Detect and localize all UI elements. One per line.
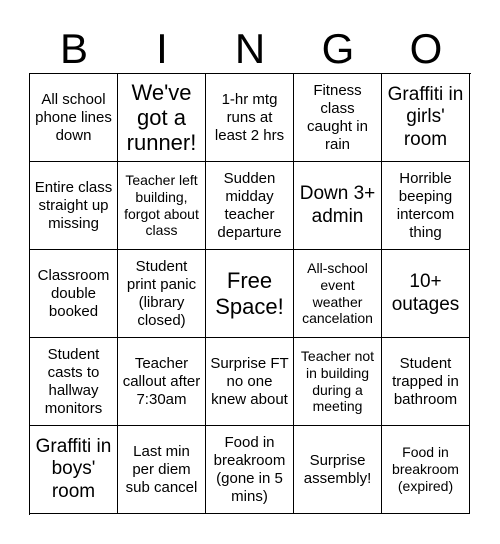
bingo-cell-r5-c2[interactable] bbox=[118, 426, 206, 514]
bingo-cell-r4-c2[interactable] bbox=[118, 338, 206, 426]
bingo-cell-r2-c3[interactable] bbox=[206, 162, 294, 250]
cell-text: Entire class straight up missing bbox=[34, 178, 113, 232]
cell-text: Student trapped in bathroom bbox=[392, 354, 459, 408]
header-letter-g: G bbox=[321, 25, 355, 72]
cell-text: All school phone lines down bbox=[35, 90, 112, 144]
header-letter-n: N bbox=[234, 25, 266, 72]
bingo-cell-r4-c4[interactable] bbox=[294, 338, 382, 426]
cell-text: Down 3+ admin bbox=[299, 183, 376, 227]
bingo-cell-r1-c3[interactable] bbox=[206, 74, 294, 162]
bingo-cell-r1-c1[interactable] bbox=[30, 74, 118, 162]
bingo-cell-r1-c2[interactable] bbox=[118, 74, 206, 162]
cell-text: Classroom double booked bbox=[37, 266, 110, 320]
cell-text: All-school event weather cancelation bbox=[302, 259, 373, 327]
cell-text: We've got a runner! bbox=[126, 79, 197, 156]
bingo-cell-r2-c2[interactable] bbox=[118, 162, 206, 250]
bingo-cell-r4-c3[interactable] bbox=[206, 338, 294, 426]
bingo-header bbox=[30, 24, 470, 74]
bingo-cell-r3-c2[interactable] bbox=[118, 250, 206, 338]
cell-text: Last min per diem sub cancel bbox=[125, 442, 198, 496]
bingo-cell-r2-c1[interactable] bbox=[30, 162, 118, 250]
cell-text: Food in breakroom (expired) bbox=[392, 444, 459, 494]
header-letter-o: O bbox=[409, 25, 443, 72]
cell-text: 1-hr mtg runs at least 2 hrs bbox=[214, 90, 285, 144]
cell-text: Surprise FT no one knew about bbox=[210, 354, 289, 408]
cell-text: Food in breakroom (gone in 5 mins) bbox=[213, 433, 286, 505]
bingo-grid bbox=[29, 73, 471, 515]
cell-text: Horrible beeping intercom thing bbox=[396, 169, 455, 241]
cell-text: Surprise assembly! bbox=[303, 451, 372, 487]
cell-text: Teacher callout after 7:30am bbox=[122, 354, 201, 408]
bingo-cell-r3-c4[interactable] bbox=[294, 250, 382, 338]
bingo-cell-r3-c5[interactable] bbox=[382, 250, 470, 338]
cell-text: Graffiti in boys' room bbox=[35, 436, 112, 502]
bingo-cell-r2-c5[interactable] bbox=[382, 162, 470, 250]
cell-text: Sudden midday teacher departure bbox=[217, 169, 282, 241]
cell-text: Student print panic (library closed) bbox=[126, 257, 197, 329]
bingo-cell-r3-c1[interactable] bbox=[30, 250, 118, 338]
bingo-cell-r5-c1[interactable] bbox=[30, 426, 118, 514]
header-letter-i: I bbox=[156, 25, 168, 72]
bingo-cell-r2-c4[interactable] bbox=[294, 162, 382, 250]
cell-text: Teacher left building, forgot about class bbox=[124, 171, 199, 239]
cell-text: Student casts to hallway monitors bbox=[44, 345, 103, 417]
cell-text: 10+ outages bbox=[391, 271, 460, 315]
cell-text: Graffiti in girls' room bbox=[387, 84, 464, 150]
header-letter-b: B bbox=[59, 25, 88, 72]
bingo-cell-r4-c1[interactable] bbox=[30, 338, 118, 426]
bingo-cell-free-space[interactable] bbox=[206, 250, 294, 338]
cell-text: Fitness class caught in rain bbox=[307, 81, 368, 153]
cell-text: Free Space! bbox=[215, 268, 284, 319]
cell-text: Teacher not in building during a meeting bbox=[300, 347, 375, 415]
bingo-cell-r1-c5[interactable] bbox=[382, 74, 470, 162]
bingo-cell-r4-c5[interactable] bbox=[382, 338, 470, 426]
bingo-cell-r1-c4[interactable] bbox=[294, 74, 382, 162]
bingo-cell-r5-c3[interactable] bbox=[206, 426, 294, 514]
bingo-cell-r5-c4[interactable] bbox=[294, 426, 382, 514]
bingo-cell-r5-c5[interactable] bbox=[382, 426, 470, 514]
